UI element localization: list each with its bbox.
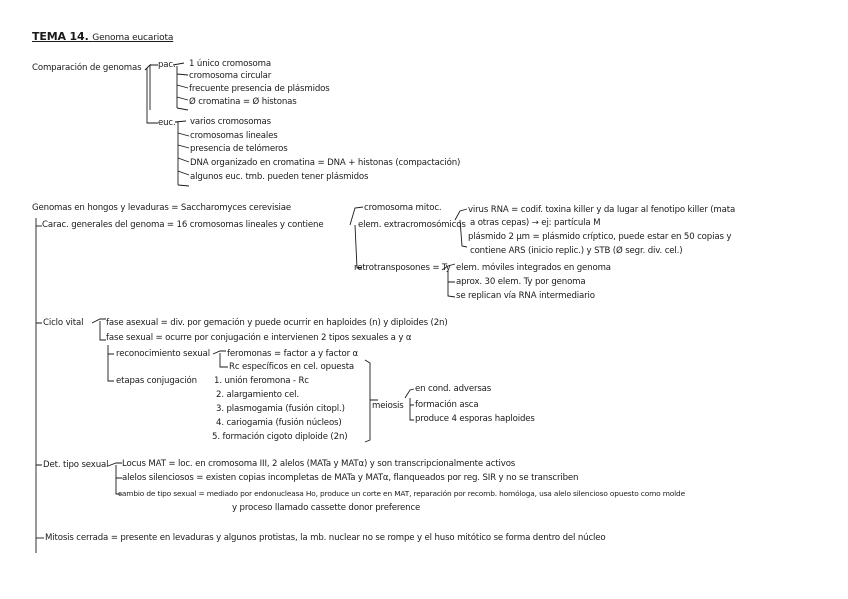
mating-switch-line-1: cambio de tipo sexual = mediado por endonucleasa Ho, produce un corte en MAT, reparación por recomb. homóloga, usa alelo silencioso opuesto como molde	[118, 489, 685, 498]
retro-item: elem. móviles integrados en genoma	[456, 263, 611, 273]
retro-item: se replican vía RNA intermediario	[456, 291, 595, 301]
prok-item: cromosoma circular	[189, 71, 272, 81]
sexual-phase: fase sexual = ocurre por conjugación e intervienen 2 tipos sexuales a y α	[106, 333, 412, 343]
mito-chromosome: cromosoma mitoc.	[364, 203, 442, 213]
general-features: Carac. generales del genoma = 16 cromosomas lineales y contiene	[42, 220, 324, 230]
euk-item: DNA organizado en cromatina = DNA + histonas (compactación)	[190, 158, 461, 168]
pheromones: feromonas = factor a y factor α	[227, 349, 359, 359]
prok-item: frecuente presencia de plásmidos	[189, 84, 330, 94]
sexdet-heading: Det. tipo sexual	[43, 460, 109, 470]
euk-item: presencia de telómeros	[190, 144, 288, 154]
closed-mitosis: Mitosis cerrada = presente en levaduras y algunos protistas, la mb. nuclear no se rompe y el huso mitótico se forma dentro del núcleo	[45, 533, 606, 543]
retro-item: aprox. 30 elem. Ty por genoma	[456, 277, 586, 287]
plasmid-line-1: plásmido 2 µm = plásmido críptico, puede estar en 50 copias y	[468, 232, 732, 242]
silent-alleles: alelos silenciosos = existen copias incompletas de MATa y MATα, flanqueados por reg. SIR y no se transcriben	[122, 473, 579, 483]
prok-item: Ø cromatina = Ø histonas	[189, 97, 297, 107]
page-title	[32, 32, 173, 43]
mating-switch-line-2: y proceso llamado cassette donor preference	[232, 503, 421, 513]
asexual-phase: fase asexual = div. por gemación y puede ocurrir en haploides (n) y diploides (2n)	[106, 318, 448, 328]
mat-locus: Locus MAT = loc. en cromosoma III, 2 alelos (MATa y MATα) y son transcripcionalmente activos	[122, 459, 516, 469]
prok-item: 1 único cromosoma	[189, 59, 271, 69]
extrachromosomal: elem. extracromosómicos	[358, 220, 466, 230]
stage-item: 2. alargamiento cel.	[216, 390, 299, 400]
euk-item: algunos euc. tmb. pueden tener plásmidos	[190, 172, 369, 182]
virus-line-2: a otras cepas) → ej: partícula M	[470, 218, 601, 228]
comparison-heading: Comparación de genomas	[32, 63, 142, 73]
topic-subtitle: Genoma eucariota	[92, 33, 174, 43]
stage-item: 4. cariogamia (fusión núcleos)	[216, 418, 342, 428]
meiosis-item: produce 4 esporas haploides	[415, 414, 535, 424]
stage-item: 5. formación cigoto diploide (2n)	[212, 432, 348, 442]
sexual-recognition: reconocimiento sexual	[116, 349, 210, 359]
plasmid-line-2: contiene ARS (inicio replic.) y STB (Ø segr. div. cel.)	[470, 246, 683, 256]
topic-number: TEMA 14.	[32, 30, 89, 43]
euk-item: varios cromosomas	[190, 117, 271, 127]
meiosis-item: formación asca	[415, 400, 479, 410]
virus-line-1: virus RNA = codif. toxina killer y da lugar al fenotipo killer (mata	[468, 205, 736, 215]
receptors: Rc específicos en cel. opuesta	[229, 362, 355, 372]
lifecycle-heading: Ciclo vital	[43, 318, 84, 328]
yeast-heading: Genomas en hongos y levaduras = Saccharomyces cerevisiae	[32, 203, 292, 213]
conjugation-stages: etapas conjugación	[116, 376, 197, 386]
euk-item: cromosomas lineales	[190, 131, 278, 141]
meiosis-label: meiosis	[372, 401, 404, 411]
prokaryote-label: pac.	[158, 60, 176, 70]
eukaryote-label: euc.	[158, 118, 176, 128]
meiosis-item: en cond. adversas	[415, 384, 492, 394]
retrotransposons: retrotransposones = Ty	[354, 263, 451, 273]
stage-item: 3. plasmogamia (fusión citopl.)	[216, 404, 345, 414]
stage-item: 1. unión feromona - Rc	[214, 376, 309, 386]
